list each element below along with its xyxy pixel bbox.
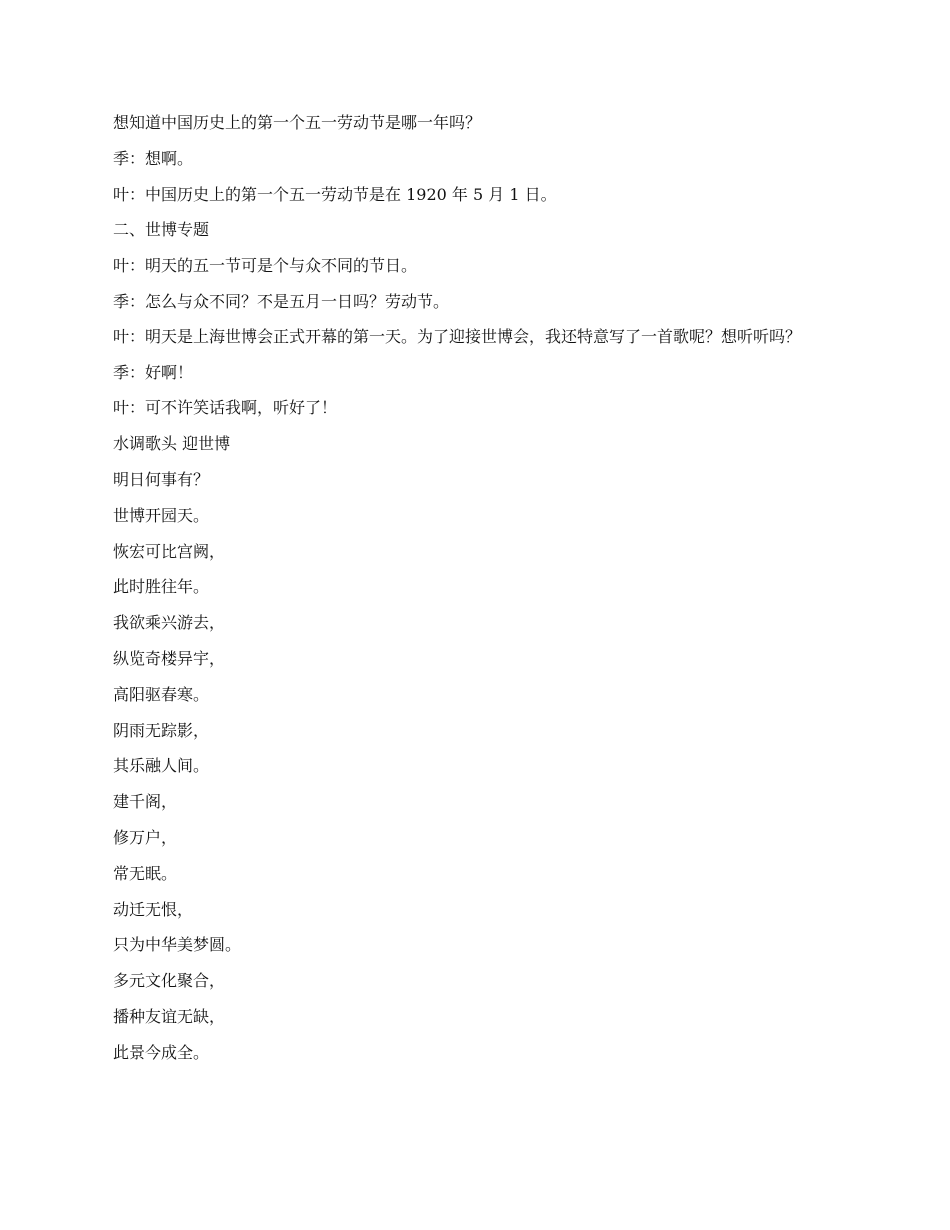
poem-line: 恢宏可比宫阙， <box>113 541 226 561</box>
paragraph: 季：好啊！ <box>113 362 194 382</box>
poem-line: 只为中华美梦圆。 <box>113 935 242 955</box>
paragraph: 叶：中国历史上的第一个五一劳动节是在 1920 年 5 月 1 日。 <box>113 184 557 204</box>
poem-line: 修万户， <box>113 827 178 847</box>
poem-line: 高阳驱春寒。 <box>113 684 210 704</box>
poem-line: 建千阁， <box>113 792 178 812</box>
paragraph: 想知道中国历史上的第一个五一劳动节是哪一年吗？ <box>113 113 482 132</box>
poem-line: 我欲乘兴游去， <box>113 613 226 633</box>
paragraph: 季：想啊。 <box>113 148 194 168</box>
poem-line: 纵览奇楼异宇， <box>113 648 226 668</box>
poem-line: 世博开园天。 <box>113 505 210 525</box>
poem-line: 明日何事有？ <box>113 469 210 489</box>
paragraph: 叶：可不许笑话我啊，听好了！ <box>113 398 338 418</box>
poem-line: 动迁无恨， <box>113 899 194 919</box>
poem-line: 其乐融人间。 <box>113 756 210 776</box>
paragraph: 季：怎么与众不同？不是五月一日吗？劳动节。 <box>113 291 450 311</box>
poem-title: 水调歌头 迎世博 <box>113 434 231 454</box>
poem-line: 阴雨无踪影， <box>113 720 210 740</box>
paragraph: 叶：明天的五一节可是个与众不同的节日。 <box>113 256 418 276</box>
section-heading: 二、世博专题 <box>113 220 210 240</box>
document-body <box>113 112 843 1078</box>
poem-line: 多元文化聚合， <box>113 971 226 991</box>
poem-line: 此时胜往年。 <box>113 577 210 597</box>
poem-line: 常无眠。 <box>113 863 178 883</box>
paragraph: 叶：明天是上海世博会正式开幕的第一天。为了迎接世博会，我还特意写了一首歌呢？想听听吗？ <box>113 326 802 346</box>
poem-line: 播种友谊无缺， <box>113 1006 226 1026</box>
poem-line: 此景今成全。 <box>113 1042 210 1062</box>
